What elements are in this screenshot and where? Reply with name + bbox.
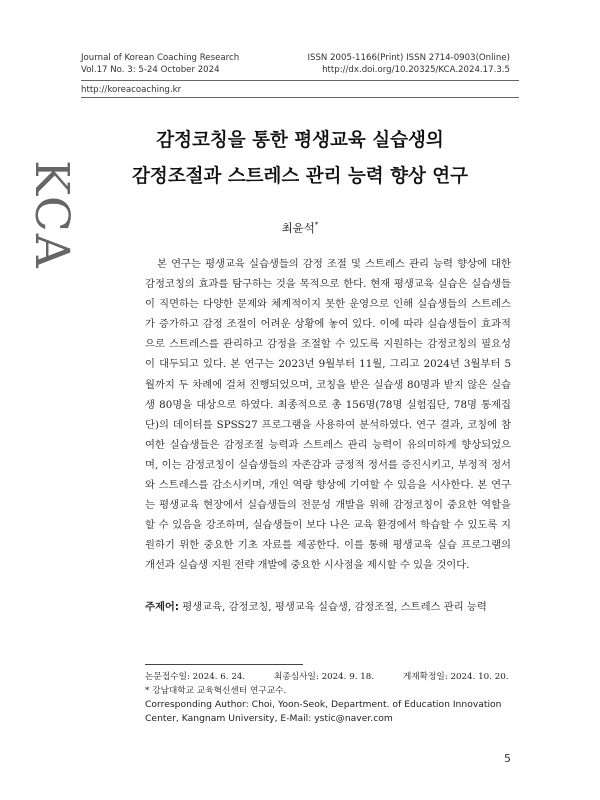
received-date: 논문접수일: 2024. 6. 24. [145,672,246,682]
issn: ISSN 2005-1166(Print) ISSN 2714-0903(Online) [307,53,510,63]
author-affiliation: * 강남대학교 교육혁신센터 연구교수. [145,686,287,696]
keywords-label: 주제어: [145,601,179,613]
journal-url[interactable]: http://koreacoaching.kr [81,85,182,95]
paper-title-line1: 감정코칭을 통한 평생교육 실습생의 [156,130,444,151]
page-number: 5 [504,752,511,765]
header-rule-bottom [81,97,519,98]
doi-link[interactable]: http://dx.doi.org/10.20325/KCA.2024.17.3.5 [322,65,510,75]
journal-header [81,52,239,76]
paper-title-line2: 감정조절과 스트레스 관리 능력 향상 연구 [131,166,468,187]
abstract: 본 연구는 평생교육 실습생들의 감정 조절 및 스트레스 관리 능력 향상에 대한 감정코칭의 효과를 탐구하는 것을 목적으로 한다. 현재 평생교육 실습은 실습생들이 직면하는 다양한 문제와 체계적이지 못한 운영으로 인해 실습생들의 스트레스가 증가하고 감정 조절이 어려운 상황에 놓여 있다. 이에 따라 실습생들이 효과적으로 스트레스를 관리하고 감정을 조절할 수 있도록 지원하는 감정코칭의 필요성이 대두되고 있다. 본 연구는 2023년 9월부터 11월, 그리고 2024년 3월부터 5월까지 두 차례에 걸쳐 진행되었으며, 코칭을 받은 실습생 80명과 받지 않은 실습생 80명을 대상으로 하였다. 최종적으로 총 156명(78명 실험집단, 78명 통제집단)의 데이터를 SPSS27 프로그램을 사용하여 분석하였다. 연구 결과, 코칭에 참여한 실습생들은 감정조절 능력과 스트레스 관리 능력이 유의미하게 향상되었으며, 이는 감정코칭이 실습생들의 자존감과 긍정적 정서를 증진시키고, 부정적 정서와 스트레스를 감소시키며, 개인 역량 향상에 기여할 수 있음을 시사한다. 본 연구는 평생교육 현장에서 실습생들의 전문성 개발을 위해 감정코칭이 중요한 역할을 할 수 있음을 강조하며, 실습생들이 보다 나은 교육 환경에서 학습할 수 있도록 지원하기 위한 중요한 기초 자료를 제공한다. 이를 통해 평생교육 실습 프로그램의 개선과 실습생 지원 전략 개발에 중요한 시사점을 제시할 수 있을 것이다. [145,258,511,572]
author-name: 최윤석 [281,221,315,235]
keywords [145,598,525,613]
keywords-list: 평생교육, 감정코칭, 평생교육 실습생, 감정조절, 스트레스 관리 능력 [182,601,487,613]
corresponding-author: Corresponding Author: Choi, Yoon-Seok, Department. of Education Innovation Center, Kangnam University, E-Mail: ystic@naver.com [145,699,502,724]
footnote-dates [145,670,525,684]
header-rule-top [81,80,519,81]
author-mark: * [314,221,319,230]
footnote-rule [145,664,303,665]
issn-block [307,52,510,76]
reviewed-date: 최종심사일: 2024. 9. 18. [273,672,375,682]
kca-logo: KCA [24,160,79,270]
journal-name: Journal of Korean Coaching Research [81,53,240,63]
accepted-date: 게재확정일: 2024. 10. 20. [402,672,509,682]
author [81,220,519,236]
journal-volume: Vol.17 No. 3: 5-24 October 2024 [81,65,220,75]
